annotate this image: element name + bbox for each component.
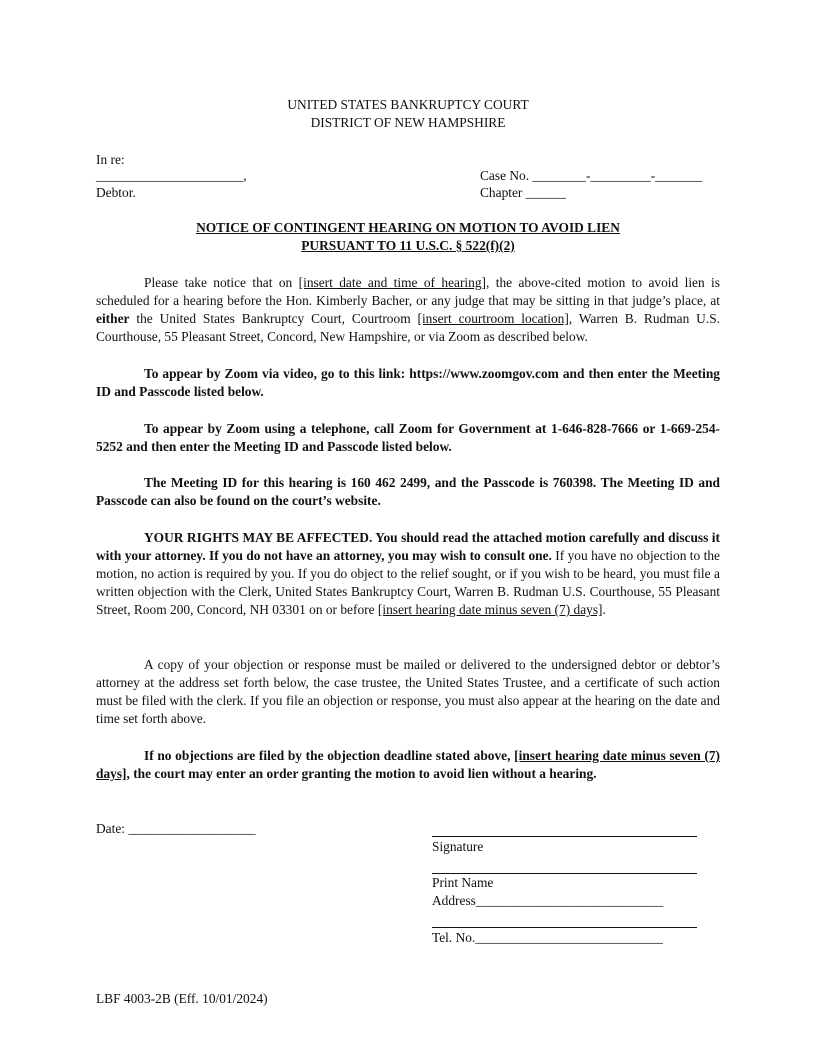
deadline-placeholder: [insert hearing date minus seven (7) days] [96,748,720,781]
court-name: UNITED STATES BANKRUPTCY COURT [287,97,529,112]
service-paragraph: A copy of your objection or response must be mailed or delivered to the undersigned debtor or debtor’s attorney at the address set forth below, the case trustee, the United States Trustee, and a certificate of such action must be filed with the clerk. If you file an objection or response, you must also appear at the hearing on the date and time set forth above. [96,657,720,726]
p1-emphasis: either [96,311,130,326]
p7-text: , the court may enter an order granting the motion to avoid lien without a hearing. [126,766,597,781]
objection-deadline-placeholder: [insert hearing date minus seven (7) days] [377,602,603,617]
signature-label: Signature [432,839,484,854]
court-heading [0,96,816,132]
case-number: Case No. ________-_________-_______ [480,168,703,183]
address-field: Address____________________________ [432,893,664,908]
in-re-label: In re: [96,152,125,167]
p1-text: , Warren B. Rudman U.S. Courthouse, 55 Pleasant Street, Concord, New Hampshire, or via Zoom as described below. [96,311,720,344]
court-district: DISTRICT OF NEW HAMPSHIRE [310,115,506,130]
address-line-2 [432,927,697,928]
title-line-2: PURSUANT TO 11 U.S.C. § 522(f)(2) [301,238,515,253]
no-objection-paragraph [96,747,720,783]
p5-text: If you have no objection to the motion, no action is required by you. If you do object to the relief sought, or if you wish to be heard, you must file a written objection with the Clerk, United States Bankruptcy Court, Warren B. Rudman U.S. Courthouse, 55 Pleasant Street, Room 200, Concord, NH 03301 on or before [96,548,720,617]
p1-text: , the above-cited motion to avoid lien is scheduled for a hearing before the Hon. Kimberly Bacher, or any judge that may be sitting in that judge’s place, at [96,275,720,308]
signature-line [432,836,697,837]
p1-text: Please take notice that on [144,275,299,290]
p5-text: . [602,602,606,617]
rights-paragraph [96,529,720,619]
print-name-label: Print Name [432,875,494,890]
hearing-date-placeholder: [insert date and time of hearing] [298,275,486,290]
debtor-label: Debtor. [96,185,136,200]
date-field: Date: ___________________ [96,821,256,836]
courtroom-placeholder: [insert courtroom location] [417,311,569,326]
zoom-telephone-paragraph: To appear by Zoom using a telephone, call Zoom for Government at 1-646-828-7666 or 1-669-254-5252 and then enter the Meeting ID and Passcode listed below. [96,421,720,454]
p7-text: If no objections are filed by the objection deadline stated above, [144,748,515,763]
hearing-notice-paragraph [96,274,720,346]
meeting-id-paragraph: The Meeting ID for this hearing is 160 462 2499, and the Passcode is 760398. The Meeting ID and Passcode can also be found on the court’s website. [96,475,720,508]
telephone-field: Tel. No.____________________________ [432,930,663,945]
rights-warning: YOUR RIGHTS MAY BE AFFECTED. You should read the attached motion carefully and discuss it with your attorney. If you do not have an attorney, you may wish to consult one. [96,530,720,563]
zoom-video-paragraph: To appear by Zoom via video, go to this link: https://www.zoomgov.com and then enter the Meeting ID and Passcode listed below. [96,366,720,399]
title-line-1: NOTICE OF CONTINGENT HEARING ON MOTION TO AVOID LIEN [196,220,620,235]
form-footer: LBF 4003-2B (Eff. 10/01/2024) [96,991,268,1006]
chapter-number: Chapter ______ [480,185,566,200]
p1-text: the United States Bankruptcy Court, Courtroom [129,311,418,326]
debtor-name-blank: ______________________, [96,168,247,183]
notice-title [0,219,816,255]
